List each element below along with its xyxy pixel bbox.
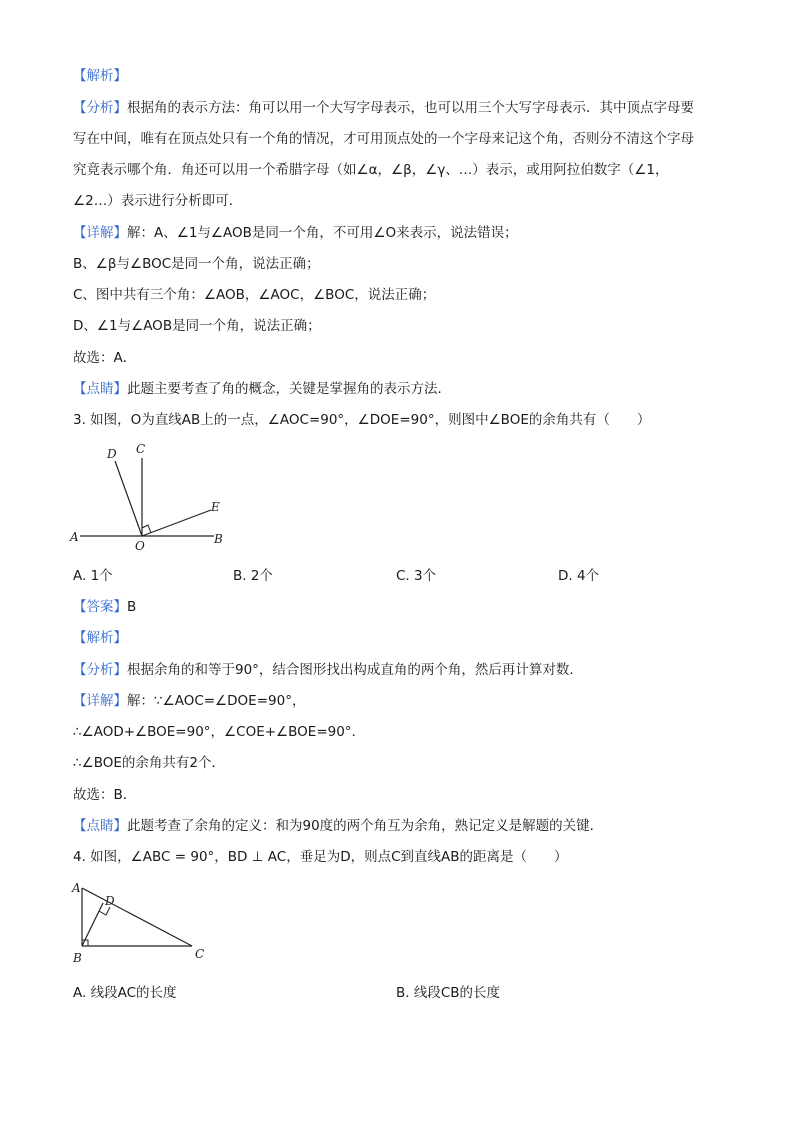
- side-ac: [82, 888, 192, 946]
- question-3-stem: 3. 如图，O为直线AB上的一点，∠AOC=90°，∠DOE=90°，则图中∠BOE的余角共有（ ）: [73, 412, 651, 428]
- text-line: 故选：A．: [73, 350, 137, 366]
- label-c: C: [136, 442, 146, 456]
- text-line: 究竟表示哪个角．角还可以用一个希腊字母（如∠α，∠β，∠γ、…）表示，或用阿拉伯数字（∠1，: [73, 162, 669, 178]
- q3-option-a: A. 1个: [73, 568, 113, 584]
- section-tag: 【解析】: [73, 630, 127, 646]
- q4-triangle-figure: [66, 876, 216, 968]
- text-line: 【分析】根据角的表示方法：角可以用一个大写字母表示，也可以用三个大写字母表示．其中顶点字母要: [73, 100, 694, 116]
- text-line: 【答案】B: [73, 599, 137, 615]
- section-tag: 【分析】: [73, 662, 127, 678]
- text-line: 【详解】解：A、∠1与∠AOB是同一个角，不可用∠O来表示，说法错误；: [73, 225, 518, 241]
- q3-option-c: C. 3个: [396, 568, 437, 584]
- section-tag: 【点睛】: [73, 381, 127, 397]
- label-d: D: [105, 894, 115, 908]
- label-c: C: [195, 947, 205, 961]
- q3-angle-figure: [66, 436, 236, 556]
- ray-od: [115, 461, 142, 536]
- text-line: [73, 66, 734, 86]
- text-line: B、∠β与∠BOC是同一个角，说法正确；: [73, 256, 320, 272]
- section-tag: 【点睛】: [73, 818, 127, 834]
- text-line: 故选：B．: [73, 787, 137, 803]
- text-line: 【点睛】此题主要考查了角的概念，关键是掌握角的表示方法．: [73, 381, 451, 397]
- label-b: B: [214, 532, 223, 546]
- label-b: B: [73, 951, 82, 965]
- text-line: ∴∠BOE的余角共有2个．: [73, 755, 225, 771]
- text-line: 【分析】根据余角的和等于90°，结合图形找出构成直角的两个角，然后再计算对数．: [73, 662, 583, 678]
- section-tag: 【详解】: [73, 225, 127, 241]
- text-line: 【点睛】此题考查了余角的定义：和为90度的两个角互为余角，熟记定义是解题的关键．: [73, 818, 604, 834]
- section-tag: 【分析】: [73, 100, 127, 116]
- text-line: 写在中间，唯有在顶点处只有一个角的情况，才可用顶点处的一个字母来记这个角，否则分不清这个字母: [73, 131, 694, 147]
- text-line: C、图中共有三个角：∠AOB，∠AOC，∠BOC，说法正确；: [73, 287, 436, 303]
- label-a: A: [72, 881, 81, 895]
- text-line: 【详解】解：∵∠AOC=∠DOE=90°，: [73, 693, 306, 709]
- section-tag: 【解析】: [73, 68, 127, 84]
- section-tag: 【答案】: [73, 599, 127, 615]
- ray-oe: [142, 510, 211, 536]
- label-a: A: [70, 530, 79, 544]
- q4-option-a: A. 线段AC的长度: [73, 985, 177, 1001]
- text-line: D、∠1与∠AOB是同一个角，说法正确；: [73, 318, 321, 334]
- label-e: E: [211, 500, 220, 514]
- label-d: D: [107, 447, 117, 461]
- text-line: [73, 628, 734, 648]
- label-o: O: [135, 539, 145, 553]
- question-4-stem: 4. 如图，∠ABC = 90°，BD ⊥ AC，垂足为D，则点C到直线AB的距离是（ ）: [73, 849, 568, 865]
- q3-option-d: D. 4个: [558, 568, 600, 584]
- text-line: ∠2…）表示进行分析即可．: [73, 193, 243, 209]
- q4-option-b: B. 线段CB的长度: [396, 985, 501, 1001]
- section-tag: 【详解】: [73, 693, 127, 709]
- text-line: ∴∠AOD+∠BOE=90°，∠COE+∠BOE=90°．: [73, 724, 366, 740]
- right-angle-mark: [142, 525, 151, 533]
- q3-option-b: B. 2个: [233, 568, 273, 584]
